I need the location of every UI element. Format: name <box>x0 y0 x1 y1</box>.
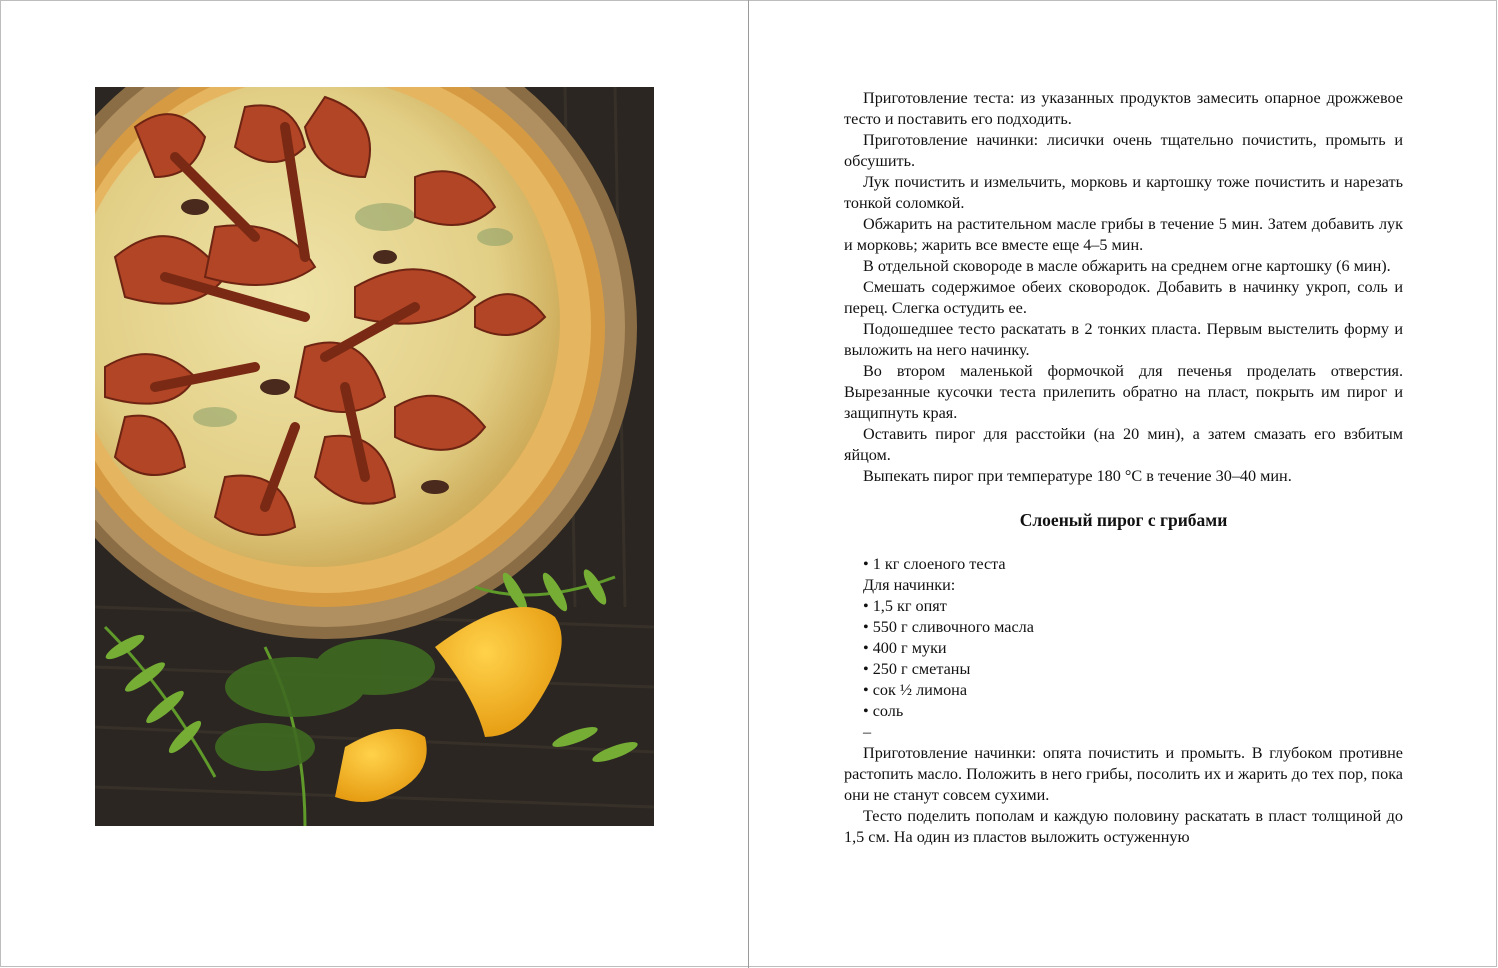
paragraph: Тесто поделить пополам и каждую половину раскатать в пласт толщиной до 1,5 см. На один из пластов выложить остуженную <box>844 807 1403 846</box>
ingredient-item: • соль <box>863 702 904 720</box>
ingredient-item: • 400 г муки <box>863 639 947 657</box>
ingredient-item: • 1,5 кг опят <box>863 597 947 615</box>
paragraph: Приготовление теста: из указанных продуктов замесить опарное дрожжевое тесто и поставить его подходить. <box>844 89 1403 128</box>
ingredient-item: • 250 г сметаны <box>863 660 971 678</box>
paragraph: Выпекать пирог при температуре 180 °C в течение 30–40 мин. <box>863 467 1292 485</box>
paragraph: Приготовление начинки: опята почистить и промыть. В глубоком противне растопить масло. Положить в него грибы, посолить их и жарить до тех пор, пока они не станут совсем сухими. <box>844 744 1403 804</box>
ingredient-item: • 550 г сливочного масла <box>863 618 1034 636</box>
paragraph: Смешать содержимое обеих сковородок. Добавить в начинку укроп, соль и перец. Слегка остудить ее. <box>844 278 1403 317</box>
recipe-title: Слоеный пирог с грибами <box>1019 510 1228 530</box>
ingredient-item: • сок ½ лимона <box>863 681 968 699</box>
ingredient-item: • 1 кг слоеного теста <box>863 555 1006 573</box>
paragraph: Во втором маленькой формочкой для печенья проделать отверстия. Вырезанные кусочки теста прилепить обратно на пласт, покрыть им пирог и защипнуть края. <box>844 362 1403 422</box>
book-spine <box>748 0 749 968</box>
pie-illustration <box>95 87 654 826</box>
paragraph: Оставить пирог для расстойки (на 20 мин), а затем смазать его взбитым яйцом. <box>844 425 1403 464</box>
ingredient-dash: – <box>863 723 872 741</box>
mushroom-pie-photo <box>95 87 654 826</box>
paragraph: Лук почистить и измельчить, морковь и картошку тоже почистить и нарезать тонкой соломкой. <box>844 173 1403 212</box>
paragraph: Подошедшее тесто раскатать в 2 тонких пласта. Первым выстелить форму и выложить на него начинку. <box>844 320 1403 359</box>
paragraph: Приготовление начинки: лисички очень тщательно почистить, промыть и обсушить. <box>844 131 1403 170</box>
paragraph: В отдельной сковороде в масле обжарить на среднем огне картошку (6 мин). <box>863 257 1391 275</box>
ingredient-subheading: Для начинки: <box>863 576 956 594</box>
paragraph: Обжарить на растительном масле грибы в течение 5 мин. Затем добавить лук и морковь; жарить все вместе еще 4–5 мин. <box>844 215 1403 254</box>
recipe-text <box>844 88 1403 848</box>
